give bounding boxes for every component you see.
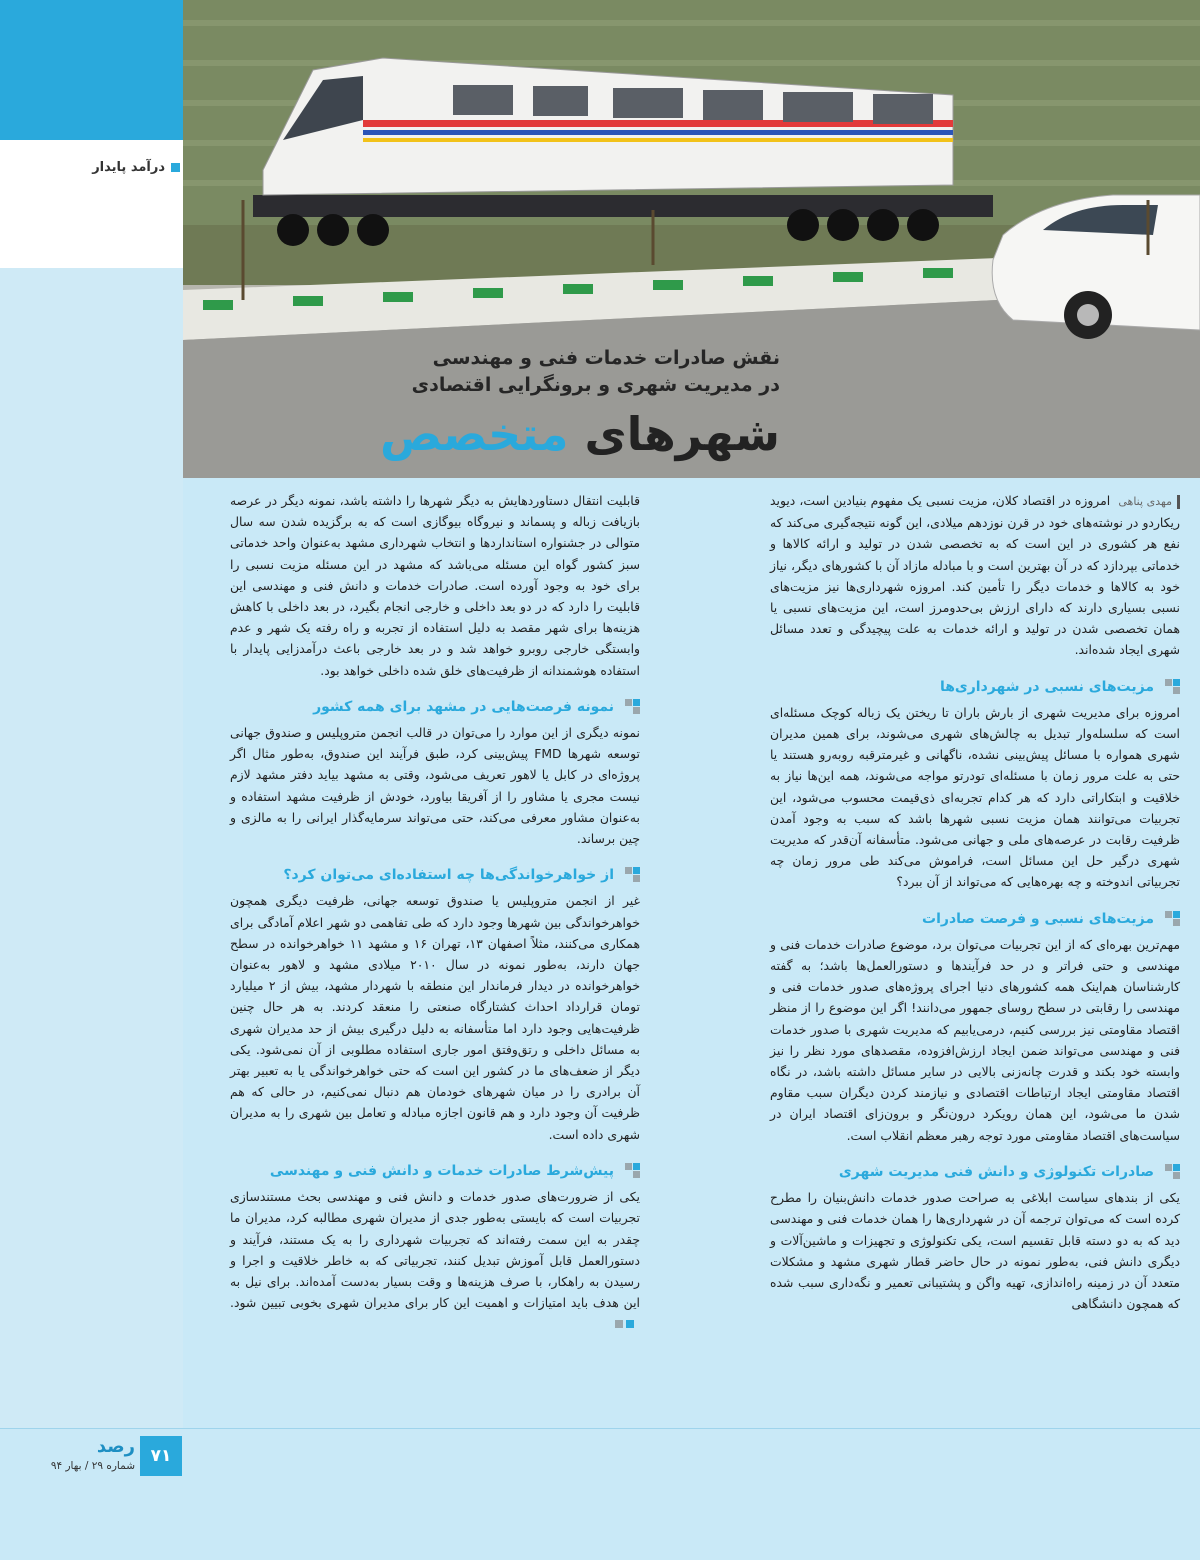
issue-info: شماره ۲۹ / بهار ۹۴ [50, 1460, 135, 1472]
heading-squares-icon [620, 1163, 640, 1179]
section-label: درآمد پایدار [40, 160, 180, 175]
author-name: مهدی پناهی [1118, 495, 1173, 508]
paragraph: امروزه برای مدیریت شهری از بارش باران تا ریختن یک زباله کوچک مسئله‌ای است که سلسله‌وار تبدیل به چالش‌های شهری می‌شوند، برای همین مدیران شهری همواره با مسائل پیش‌بینی نشده، ناگهانی و غیرمترقبه روبه‌رو هستند یا حتی به علت مرور زمان با مسئله‌ای تودرتو مواجه می‌شوند، همه این‌ها نیاز به خلاقیت و ابتکاراتی دارد که هر کدام تجربه‌ای ذی‌قیمت محسوب می‌شود، این تجربیات می‌توانند همان مزیت نسبی شهرها باشد که سبب به وجود آمدن ظرفیت رقابت در عرصه‌های ملی و جهانی می‌شود. متأسفانه آن‌قدر که مدیریت شهری درگیر حل این مسائل است، فراموش می‌کند طی مرور زمان چه تجربیاتی اندوخته و چه بهره‌هایی که می‌تواند از آن ببرد؟ [770, 704, 1180, 890]
heading: نمونه فرصت‌هایی در مشهد برای همه کشور [230, 697, 640, 718]
intro-paragraph: مهدی پناهی امروزه در اقتصاد کلان، مزیت نسبی یک مفهوم بنیادین است، دیوید ریکاردو در نوشته‌های خود در قرن نوزدهم میلادی، این گونه نتیجه‌گیری می‌کند که نفع هر کشوری در این است که به تخصصی شدن در تولید و ارائه کالاها و خدماتی بپردازد که در آن بهترین است و با مبادله مازاد آن با کشورهای دیگر، نیاز خود به کالاها و خدمات دیگر را تأمین کند. امروزه شهرداری‌ها نیز مزیت‌های نسبی بسیاری دارند که دارای ارزش بی‌حدومرز است، این مزیت‌های نسبی یا همان تخصصی شدن در تولید و ارائه خدمات به علت پیچیدگی و تعدد مسائل شهری ایجاد شده‌اند. [770, 493, 1180, 658]
heading-squares-icon [620, 699, 640, 715]
paragraph: نمونه دیگری از این موارد را می‌توان در قالب انجمن متروپلیس و صندوق جهانی توسعه شهرها FMD پیش‌بینی کرد، طبق فرآیند این صندوق، به‌طور مثال اگر پروژه‌ای در کابل یا لاهور تعریف می‌شود، وقتی به مشهد بیاید دفتر مشهد لازم نیست مجری یا مشاور را از آفریقا بیاورد، خودش از ظرفیت مشهد استفاده و به‌عنوان مشاور معرفی می‌کند، حتی می‌تواند سرمایه‌گذار ایرانی را به مالزی و چین برساند. [230, 725, 641, 847]
accent-block [0, 0, 183, 140]
heading-squares-icon [1160, 1164, 1180, 1180]
paragraph: یکی از ضرورت‌های صدور خدمات و دانش فنی و مهندسی بحث مستندسازی تجربیات است که بایستی به‌طور جدی از مدیران شهری مطالبه کرد، مدیران ما چقدر به این سمت رفته‌اند که تجربیات شهرداری را به یک مستند، فرآیند و دستورالعمل قابل آموزش تبدیل کنند، تجربیاتی که به خاطر خلاقیت و اجرا و رسیدن به راهکار، با صرف هزینه‌ها و وقت بسیار به‌دست آمده‌اند. برای نیل به این هدف باید امتیازات و اهمیت این کار برای مدیران شهری بخوبی تبیین شود. [230, 1186, 640, 1334]
footer-divider [0, 1428, 1200, 1429]
paragraph: یکی از بندهای سیاست ابلاغی به صراحت صدور خدمات دانش‌بنیان را مطرح کرده است که می‌توان ترجمه آن در شهرداری‌ها را همان خدمات فنی و مهندسی دید که به دو دسته قابل تقسیم است، یکی تکنولوژی و تجهیزات و ماشین‌آلات و دیگری دانش فنی، به‌طور نمونه در حال حاضر قطار شهری مشهد و مشکلات متعدد آن در زمینه راه‌اندازی، تهیه واگن و پشتیبانی تعمیر و نگه‌داری سبب شده که همچون دانشگاهی [770, 1190, 1180, 1312]
column-left [230, 490, 640, 1339]
margin-panel [0, 268, 183, 1428]
main-title: شهرهای متخصص [379, 407, 780, 461]
page-number: ۷۱ [140, 1436, 182, 1476]
author-bar-icon [1177, 495, 1180, 509]
heading: مزیت‌های نسبی و فرصت صادرات [770, 909, 1180, 930]
heading-squares-icon [1160, 679, 1180, 695]
magazine-logo: رصد [96, 1436, 135, 1457]
subtitle-line-2: در مدیریت شهری و برونگرایی اقتصادی [411, 374, 780, 396]
heading-squares-icon [620, 867, 640, 883]
paragraph: قابلیت انتقال دستاوردهایش به دیگر شهرها را داشته باشد، نمونه دیگر در عرصه بازیافت زباله و پسماند و نیروگاه بیوگازی است که به برگزیده شدن سه سال متوالی در جشنواره استانداردها و انتخاب شهرداری مشهد به‌عنوان واحد خدماتی سبز کشور گواه این مسئله می‌باشد که مشهد در این مسئله مزیت نسبی را برای خود به وجود آورده است. صادرات خدمات و دانش فنی و مهندسی این قابلیت را دارد که در دو بعد داخلی و خارجی انجام بگیرد، در بعد داخلی با کاهش هزینه‌ها برای شهر مقصد به دلیل استفاده از تجربه و راه رفته یک شهر و عدم وابستگی خارجی روبرو خواهد شد و در بعد خارجی باعث درآمدزایی پایدار با استفاده هوشمندانه از ظرفیت‌های خلق شده داخلی خواهد بود. [230, 493, 640, 678]
paragraph: غیر از انجمن متروپلیس یا صندوق توسعه جهانی، ظرفیت دیگری همچون خواهرخواندگی بین شهرها وجود دارد که طی تفاهمی دو شهر اعلام آمادگی برای همکاری می‌کنند، مثلاً اصفهان ۱۳، تهران ۱۶ و مشهد ۱۱ خواهرخوانده در سطح جهان دارند، به‌طور نمونه در سال ۲۰۱۰ میلادی مشهد و لاهور به‌عنوان خواهرخوانده در دیدار فرماندار این منطقه با شهردار مشهد، بیش از ۲ میلیارد تومان قرارداد احداث کشتارگاه صنعتی را منعقد کردند. به هر حال چنین ظرفیت‌هایی وجود دارد اما متأسفانه به دلیل درگیری بیش از حد مدیران شهری به مسائل داخلی و رتق‌وفتق امور جاری استفاده مطلوبی از آن نمی‌شود. یکی دیگر از ضعف‌های ما در کشور این است که حتی خواهرخواندگی یا به تعبیر بهتر آن برادری را در میان شهرهای خودمان هم دنبال نمی‌کنیم، در حالی که هم ظرفیت آن وجود دارد و هم قانون اجازه مبادله و تعامل بین شهری را به مدیران شهری داده است. [230, 893, 640, 1142]
heading: مزیت‌های نسبی در شهرداری‌ها [770, 677, 1180, 698]
heading-squares-icon [1160, 911, 1180, 927]
subtitle-line-1: نقش صادرات خدمات فنی و مهندسی [432, 347, 780, 369]
heading: صادرات تکنولوژی و دانش فنی مدیریت شهری [770, 1162, 1180, 1183]
article-body [183, 478, 1200, 1428]
hero-title [380, 345, 780, 463]
column-right [770, 490, 1180, 1318]
section-square-icon [171, 163, 180, 172]
heading: از خواهرخواندگی‌ها چه استفاده‌ای می‌توان کرد؟ [230, 865, 640, 886]
hero-image [183, 0, 1200, 478]
paragraph: مهم‌ترین بهره‌ای که از این تجربیات می‌توان برد، موضوع صادرات خدمات فنی و مهندسی و حتی فراتر و در حد فرآیندها و دستورالعمل‌ها باشد؛ به گفته کارشناسان هم‌اینک همه کشورهای دنیا اجرای پروژه‌های صدور خدمات فنی و مهندسی را رقابتی در سطح روسای جمهور می‌دانند! اگر این موضوع را از منظر اقتصاد مقاومتی نیز بررسی کنیم، درمی‌یابیم که مدیریت شهری با صدور خدمات فنی و مهندسی می‌تواند ضمن ایجاد ارزش‌افزوده، مقصدهای مورد نظر را نیز وابسته خود بکند و قدرت چانه‌زنی بالایی در سایر مسائل داشته باشد، در نگاه اقتصاد مقاومتی ایجاد ارتباطات اقتصادی و نیازمند کردن دیگران سبب مقاوم شدن ما می‌شود، این همان رویکرد درون‌نگر و برون‌زای اقتصاد ایران در سیاست‌های اقتصاد مقاومتی مورد توجه رهبر معظم انقلاب است. [770, 936, 1180, 1143]
heading: پیش‌شرط صادرات خدمات و دانش فنی و مهندسی [230, 1161, 640, 1182]
end-marks-icon [612, 1313, 634, 1334]
